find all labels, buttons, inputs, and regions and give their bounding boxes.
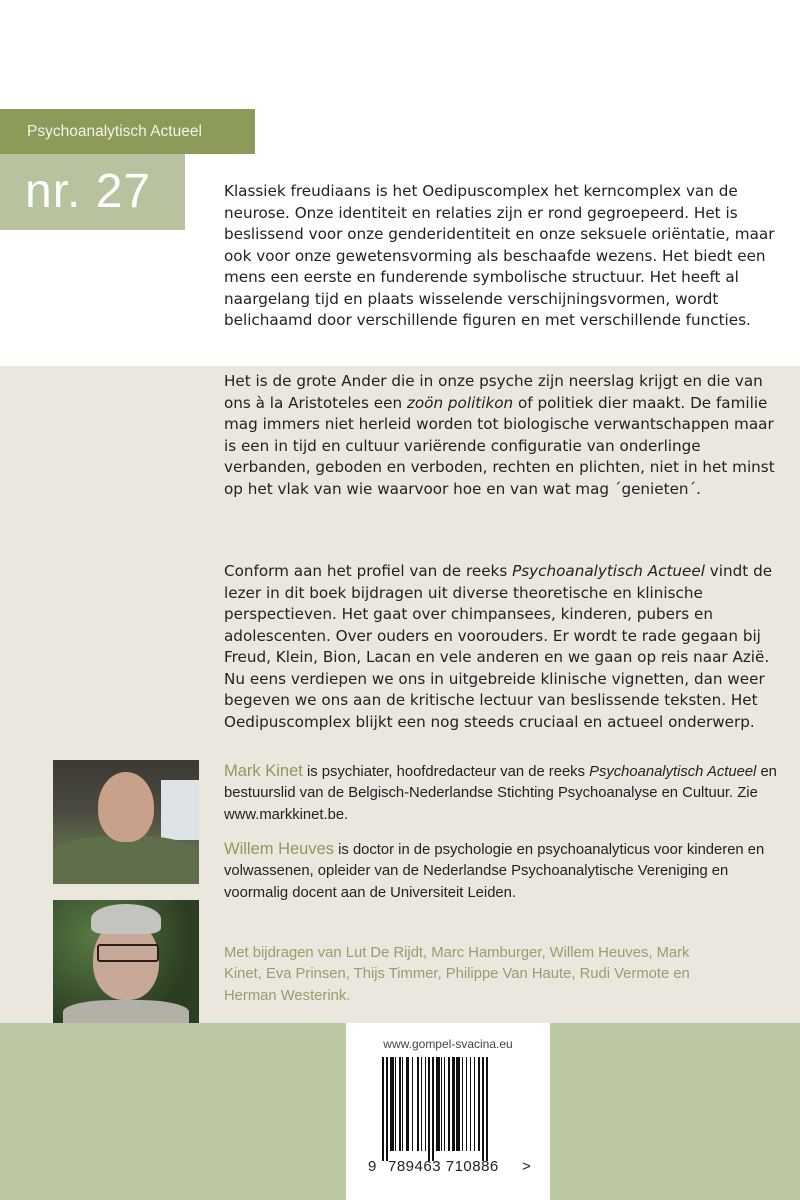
- blurb-text-2a: Het is de grote Ander die in onze psyche zijn neerslag krijgt en die van ons à la Aristoteles een: [224, 372, 763, 412]
- shirt-shape: [63, 1000, 189, 1023]
- blurb-paragraph-2: [224, 371, 784, 500]
- barcode-panel: [346, 1023, 550, 1200]
- author-photo-willem-heuves: [53, 900, 199, 1023]
- bio-part-2: en bestuurslid van de Belgisch-Nederlandse Stichting Psychoanalyse en Cultuur. Zie www.markkinet.be.: [224, 764, 777, 823]
- blurb-paragraph-1: [224, 181, 784, 332]
- bio-series-title: Psychoanalytisch Actueel: [589, 764, 757, 780]
- barcode-icon: [382, 1057, 515, 1157]
- bio-text: [224, 839, 784, 904]
- shirt-shape: [53, 836, 199, 884]
- isbn-digits: 789463 710886: [388, 1158, 499, 1175]
- blurb-text-2: [224, 371, 784, 500]
- blurb-text-3a: Conform aan het profiel van de reeks: [224, 562, 513, 580]
- blurb-text-2b: of politiek dier maakt. De familie mag immers niet herleid worden tot biologische verwantschappen maar is een in tijd en cultuur variërende configuratie van onderlinge verbanden, geboden en verboden, rechten en plichten, niet in het minst op het vlak van wie waarvoor hoe en van wat mag ´genieten´.: [224, 393, 775, 498]
- blurb-italic-term: zoön politikon: [406, 393, 514, 412]
- author-name: Willem Heuves: [224, 840, 335, 858]
- isbn-arrow: >: [522, 1158, 531, 1175]
- author-bio-willem-heuves: [224, 839, 784, 904]
- publisher-url: www.gompel-svacina.eu: [383, 1037, 513, 1051]
- blurb-text-3: [224, 561, 784, 733]
- author-name: Mark Kinet: [224, 762, 303, 780]
- series-label: Psychoanalytisch Actueel: [0, 109, 255, 154]
- face-shape: [98, 772, 154, 842]
- blurb-text-1: Klassiek freudiaans is het Oedipuscomplex het kerncomplex van de neurose. Onze identiteit en relaties zijn er rond gegroepeerd. Het is beslissend voor onze genderidentiteit en onze seksuele oriëntatie, maar ook voor onze gewetensvorming als beschaafde wezens. Het biedt een mens een eerste en funderende symbolische structuur. Het heeft al naargelang tijd en plaats wisselende verschijningsvormen, wordt belichaamd door verschillende figuren en met verschillende functies.: [224, 182, 775, 329]
- blurb-text-3b: vindt de lezer in dit boek bijdragen uit diverse theoretische en klinische perspectieven. Het gaat over chimpansees, kinderen, pubers en adolescenten. Over ouders en voorouders. Er wordt te rade gegaan bij Freud, Klein, Bion, Lacan en vele anderen en we gaan op reis naar Azië. Nu eens verdiepen we ons in uitgebreide klinische vignetten, dan weer begeven we ons aan de kritische lectuur van beslissende teksten. Het Oedipuscomplex blijkt een nog steeds cruciaal en actueel onderwerp.: [224, 562, 773, 731]
- bio-part-1: is doctor in de psychologie en psychoanalyticus voor kinderen en volwassenen, opleider van de Nederlandse Psychoanalytische Vereniging en voormalig docent aan de Universiteit Leiden.: [224, 842, 765, 901]
- author-photo-mark-kinet: [53, 760, 199, 884]
- contributors-list: Met bijdragen van Lut De Rijdt, Marc Hamburger, Willem Heuves, Mark Kinet, Eva Prinsen, Thijs Timmer, Philippe Van Haute, Rudi Vermote en Herman Westerink.: [224, 945, 690, 1004]
- bookshelf-shape: [161, 780, 199, 840]
- volume-number: nr. 27: [0, 154, 185, 230]
- blurb-paragraph-3: [224, 561, 784, 733]
- bio-part-1: is psychiater, hoofdredacteur van de reeks: [302, 764, 590, 780]
- hair-shape: [91, 904, 161, 934]
- bio-text: [224, 761, 784, 826]
- glasses-shape: [97, 944, 159, 962]
- author-bio-mark-kinet: [224, 761, 784, 826]
- isbn-first-digit: 9: [368, 1158, 377, 1175]
- blurb-series-title: Psychoanalytisch Actueel: [512, 562, 705, 580]
